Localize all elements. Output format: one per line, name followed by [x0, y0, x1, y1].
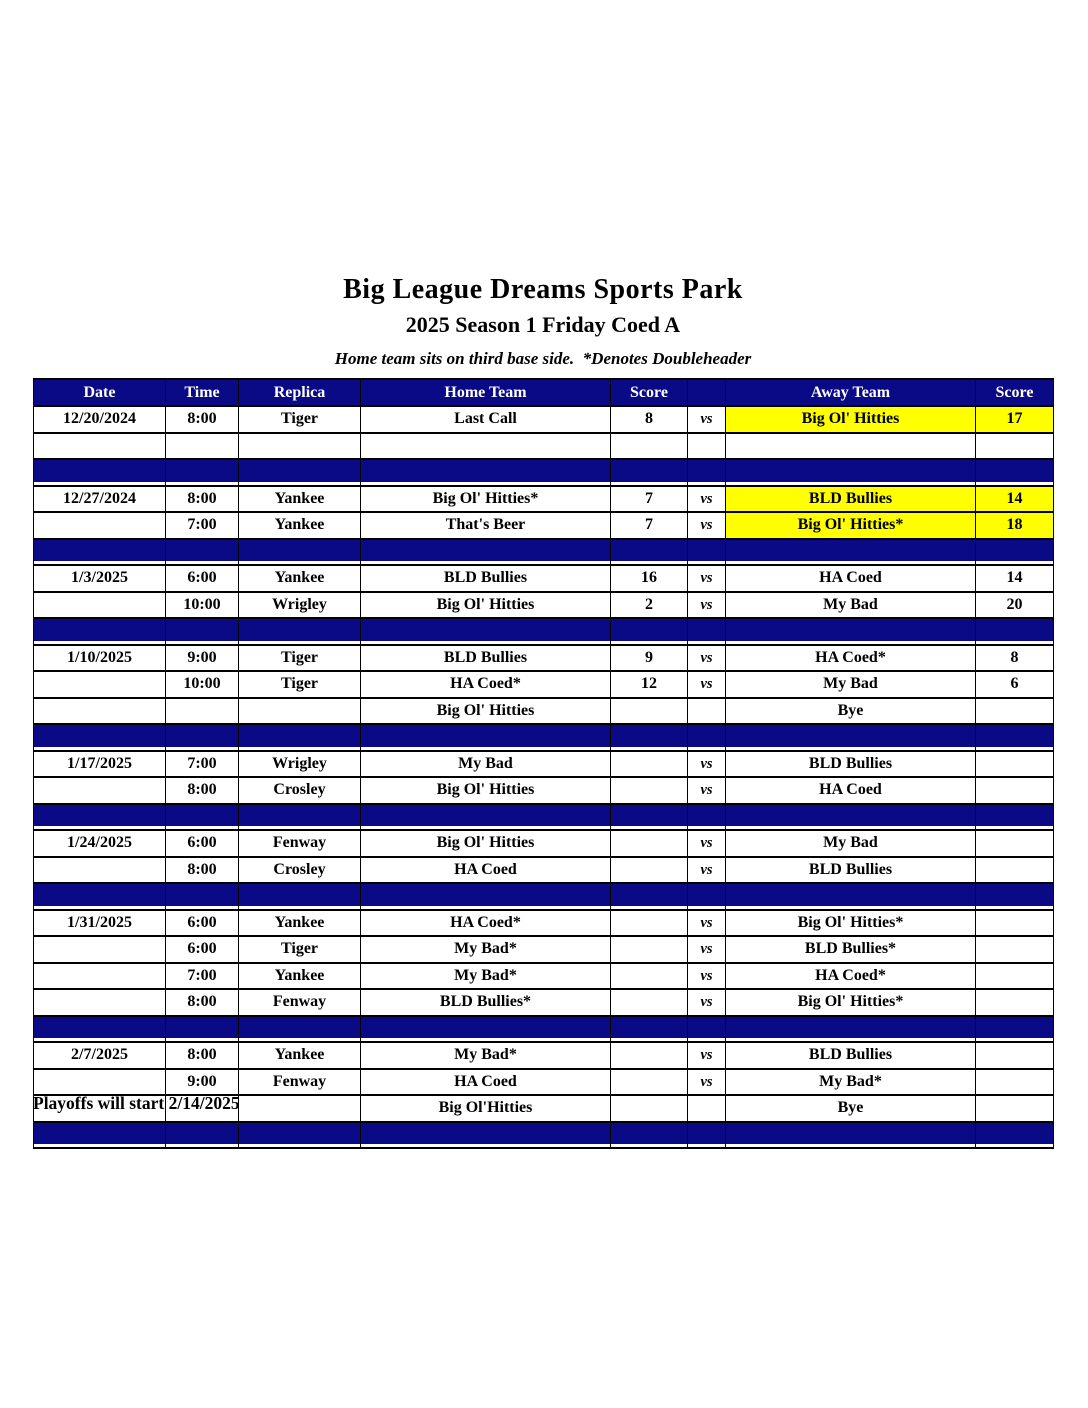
away-score-cell — [976, 698, 1054, 725]
vs-cell: vs — [688, 486, 726, 513]
vs-cell: vs — [688, 512, 726, 539]
replica-cell: Wrigley — [239, 751, 361, 778]
away-score-cell — [976, 857, 1054, 884]
separator-row — [34, 804, 1054, 831]
date-cell — [34, 671, 166, 698]
home-team-cell: BLD Bullies — [361, 565, 611, 592]
separator-cell — [726, 539, 976, 566]
game-row — [34, 751, 1054, 778]
separator-row — [34, 1016, 1054, 1043]
vs-cell: vs — [688, 989, 726, 1016]
vs-cell: vs — [688, 645, 726, 672]
game-row — [34, 671, 1054, 698]
separator-cell — [34, 459, 166, 486]
home-score-cell: 16 — [611, 565, 688, 592]
home-team-cell: My Bad* — [361, 963, 611, 990]
away-score-cell: 18 — [976, 512, 1054, 539]
separator-cell — [611, 1016, 688, 1043]
vs-cell: vs — [688, 963, 726, 990]
separator-cell — [239, 804, 361, 831]
date-cell: 1/10/2025 — [34, 645, 166, 672]
separator-cell — [239, 618, 361, 645]
separator-cell — [239, 1016, 361, 1043]
away-score-cell — [976, 936, 1054, 963]
away-score-cell: 14 — [976, 486, 1054, 513]
replica-cell: Crosley — [239, 857, 361, 884]
away-team-cell: BLD Bullies* — [726, 936, 976, 963]
date-cell: 1/31/2025 — [34, 910, 166, 937]
away-team-cell: Bye — [726, 698, 976, 725]
home-team-cell: My Bad* — [361, 1042, 611, 1069]
replica-cell: Yankee — [239, 486, 361, 513]
game-row — [34, 830, 1054, 857]
page-subtitle: 2025 Season 1 Friday Coed A — [405, 312, 681, 337]
separator-cell — [34, 618, 166, 645]
vs-cell — [688, 433, 726, 460]
separator-cell — [688, 459, 726, 486]
home-team-cell: Last Call — [361, 406, 611, 433]
separator-cell — [976, 1122, 1054, 1149]
away-score-cell — [976, 1069, 1054, 1096]
time-cell — [166, 698, 239, 725]
home-score-cell: 7 — [611, 486, 688, 513]
replica-cell — [239, 433, 361, 460]
date-cell — [34, 592, 166, 619]
separator-cell — [239, 459, 361, 486]
replica-cell: Crosley — [239, 777, 361, 804]
separator-cell — [726, 1016, 976, 1043]
time-cell: 6:00 — [166, 910, 239, 937]
date-cell — [34, 512, 166, 539]
home-team-cell: HA Coed* — [361, 910, 611, 937]
home-team-cell: That's Beer — [361, 512, 611, 539]
col-header-score-4: Score — [611, 379, 688, 406]
time-cell: 6:00 — [166, 565, 239, 592]
vs-cell: vs — [688, 1042, 726, 1069]
time-cell: 8:00 — [166, 1042, 239, 1069]
game-row — [34, 512, 1054, 539]
col-header-home-team-3: Home Team — [361, 379, 611, 406]
separator-cell — [726, 724, 976, 751]
away-score-cell: 20 — [976, 592, 1054, 619]
away-team-cell: Bye — [726, 1095, 976, 1122]
home-team-cell: My Bad* — [361, 936, 611, 963]
separator-cell — [688, 1122, 726, 1149]
separator-cell — [239, 1122, 361, 1149]
time-cell: 9:00 — [166, 1069, 239, 1096]
replica-cell — [239, 1095, 361, 1122]
separator-cell — [166, 459, 239, 486]
home-score-cell — [611, 1042, 688, 1069]
separator-cell — [976, 539, 1054, 566]
vs-cell: vs — [688, 857, 726, 884]
replica-cell: Fenway — [239, 989, 361, 1016]
date-cell — [34, 936, 166, 963]
home-score-cell — [611, 963, 688, 990]
separator-cell — [976, 724, 1054, 751]
home-team-cell: Big Ol'Hitties — [361, 1095, 611, 1122]
home-team-cell: HA Coed* — [361, 671, 611, 698]
separator-cell — [611, 539, 688, 566]
separator-row — [34, 724, 1054, 751]
vs-cell: vs — [688, 565, 726, 592]
game-row — [34, 565, 1054, 592]
separator-cell — [726, 459, 976, 486]
vs-cell: vs — [688, 936, 726, 963]
away-score-cell — [976, 989, 1054, 1016]
date-cell: 12/20/2024 — [34, 406, 166, 433]
away-team-cell: Big Ol' Hitties* — [726, 512, 976, 539]
separator-cell — [361, 539, 611, 566]
home-score-cell: 2 — [611, 592, 688, 619]
vs-cell: vs — [688, 751, 726, 778]
date-cell: 1/3/2025 — [34, 565, 166, 592]
separator-cell — [688, 618, 726, 645]
home-team-cell: HA Coed — [361, 1069, 611, 1096]
separator-cell — [726, 1122, 976, 1149]
away-team-cell: BLD Bullies — [726, 751, 976, 778]
date-cell: 12/27/2024 — [34, 486, 166, 513]
game-row — [34, 777, 1054, 804]
home-score-cell — [611, 698, 688, 725]
time-cell: 8:00 — [166, 486, 239, 513]
vs-cell: vs — [688, 830, 726, 857]
replica-cell: Yankee — [239, 910, 361, 937]
separator-cell — [726, 883, 976, 910]
time-cell: 8:00 — [166, 777, 239, 804]
away-score-cell — [976, 1095, 1054, 1122]
separator-cell — [361, 724, 611, 751]
away-score-cell: 6 — [976, 671, 1054, 698]
away-score-cell — [976, 830, 1054, 857]
separator-cell — [726, 804, 976, 831]
separator-cell — [688, 724, 726, 751]
col-header-vs — [688, 379, 726, 406]
separator-cell — [611, 618, 688, 645]
vs-cell: vs — [688, 777, 726, 804]
game-row — [34, 857, 1054, 884]
time-cell: 6:00 — [166, 936, 239, 963]
col-header-replica-2: Replica — [239, 379, 361, 406]
separator-cell — [361, 618, 611, 645]
separator-row — [34, 459, 1054, 486]
separator-cell — [34, 539, 166, 566]
game-row — [34, 433, 1054, 460]
home-team-cell: BLD Bullies* — [361, 989, 611, 1016]
home-score-cell — [611, 751, 688, 778]
separator-cell — [239, 724, 361, 751]
separator-cell — [166, 539, 239, 566]
home-team-cell: Big Ol' Hitties — [361, 777, 611, 804]
away-team-cell: BLD Bullies — [726, 857, 976, 884]
vs-cell: vs — [688, 592, 726, 619]
separator-cell — [976, 804, 1054, 831]
replica-cell: Yankee — [239, 512, 361, 539]
time-cell: 8:00 — [166, 857, 239, 884]
home-score-cell — [611, 1069, 688, 1096]
separator-row — [34, 618, 1054, 645]
away-score-cell — [976, 910, 1054, 937]
game-row — [34, 989, 1054, 1016]
time-cell: 9:00 — [166, 645, 239, 672]
away-team-cell: My Bad — [726, 671, 976, 698]
vs-cell — [688, 698, 726, 725]
game-row — [34, 936, 1054, 963]
separator-cell — [688, 1016, 726, 1043]
home-score-cell: 12 — [611, 671, 688, 698]
away-team-cell: BLD Bullies — [726, 1042, 976, 1069]
col-header-time-1: Time — [166, 379, 239, 406]
replica-cell — [239, 698, 361, 725]
date-cell — [34, 857, 166, 884]
separator-cell — [611, 883, 688, 910]
separator-cell — [611, 459, 688, 486]
vs-cell: vs — [688, 406, 726, 433]
date-cell — [34, 698, 166, 725]
separator-row — [34, 883, 1054, 910]
date-cell: 2/7/2025 — [34, 1042, 166, 1069]
col-header-away-team-6: Away Team — [726, 379, 976, 406]
vs-cell: vs — [688, 671, 726, 698]
separator-cell — [239, 539, 361, 566]
game-row — [34, 698, 1054, 725]
separator-cell — [976, 883, 1054, 910]
col-header-date-0: Date — [34, 379, 166, 406]
away-team-cell: My Bad — [726, 592, 976, 619]
away-score-cell — [976, 433, 1054, 460]
separator-cell — [34, 1016, 166, 1043]
home-team-cell: BLD Bullies — [361, 645, 611, 672]
home-score-cell — [611, 936, 688, 963]
home-team-cell: My Bad — [361, 751, 611, 778]
date-cell: 1/24/2025 — [34, 830, 166, 857]
time-cell: 6:00 — [166, 830, 239, 857]
separator-cell — [166, 883, 239, 910]
replica-cell: Fenway — [239, 830, 361, 857]
away-team-cell: HA Coed* — [726, 963, 976, 990]
home-score-cell — [611, 777, 688, 804]
game-row — [34, 910, 1054, 937]
separator-cell — [166, 1016, 239, 1043]
separator-cell — [166, 804, 239, 831]
playoffs-note: Playoffs will start 2/14/2025 — [33, 1093, 240, 1113]
away-team-cell: HA Coed* — [726, 645, 976, 672]
home-team-cell: HA Coed — [361, 857, 611, 884]
separator-cell — [688, 539, 726, 566]
away-team-cell: HA Coed — [726, 777, 976, 804]
date-cell — [34, 1069, 166, 1096]
time-cell: 10:00 — [166, 592, 239, 619]
away-score-cell: 8 — [976, 645, 1054, 672]
separator-cell — [976, 459, 1054, 486]
separator-cell — [361, 459, 611, 486]
separator-cell — [611, 804, 688, 831]
replica-cell: Yankee — [239, 565, 361, 592]
away-score-cell — [976, 1042, 1054, 1069]
home-team-cell — [361, 433, 611, 460]
separator-cell — [688, 883, 726, 910]
date-cell: 1/17/2025 — [34, 751, 166, 778]
separator-cell — [34, 724, 166, 751]
separator-row — [34, 539, 1054, 566]
time-cell: 7:00 — [166, 963, 239, 990]
time-cell: 8:00 — [166, 989, 239, 1016]
separator-cell — [976, 618, 1054, 645]
replica-cell: Tiger — [239, 645, 361, 672]
away-team-cell: HA Coed — [726, 565, 976, 592]
home-team-note: Home team sits on third base side. *Denotes Doubleheader — [334, 349, 752, 368]
away-score-cell — [976, 751, 1054, 778]
game-row — [34, 1042, 1054, 1069]
separator-row — [34, 1122, 1054, 1149]
separator-cell — [688, 804, 726, 831]
time-cell: 8:00 — [166, 406, 239, 433]
home-score-cell: 7 — [611, 512, 688, 539]
vs-cell — [688, 1095, 726, 1122]
time-cell: 7:00 — [166, 751, 239, 778]
replica-cell: Yankee — [239, 963, 361, 990]
separator-cell — [34, 1122, 166, 1149]
separator-cell — [166, 1122, 239, 1149]
vs-cell: vs — [688, 910, 726, 937]
home-score-cell — [611, 830, 688, 857]
away-team-cell: My Bad — [726, 830, 976, 857]
home-team-cell: Big Ol' Hitties — [361, 830, 611, 857]
home-score-cell — [611, 433, 688, 460]
away-team-cell: Big Ol' Hitties* — [726, 989, 976, 1016]
separator-cell — [34, 883, 166, 910]
game-row — [34, 486, 1054, 513]
away-team-cell: Big Ol' Hitties* — [726, 910, 976, 937]
game-row — [34, 645, 1054, 672]
away-score-cell: 14 — [976, 565, 1054, 592]
separator-cell — [361, 883, 611, 910]
replica-cell: Yankee — [239, 1042, 361, 1069]
away-team-cell: BLD Bullies — [726, 486, 976, 513]
home-score-cell — [611, 910, 688, 937]
home-score-cell — [611, 1095, 688, 1122]
game-row — [34, 406, 1054, 433]
time-cell — [166, 433, 239, 460]
time-cell: 7:00 — [166, 512, 239, 539]
away-score-cell — [976, 963, 1054, 990]
vs-cell: vs — [688, 1069, 726, 1096]
date-cell — [34, 989, 166, 1016]
away-team-cell: My Bad* — [726, 1069, 976, 1096]
date-cell — [34, 433, 166, 460]
replica-cell: Fenway — [239, 1069, 361, 1096]
separator-cell — [166, 618, 239, 645]
date-cell — [34, 963, 166, 990]
separator-cell — [611, 1122, 688, 1149]
game-row — [34, 1069, 1054, 1096]
page-title: Big League Dreams Sports Park — [343, 274, 743, 305]
home-score-cell: 9 — [611, 645, 688, 672]
separator-cell — [239, 883, 361, 910]
home-team-cell: Big Ol' Hitties* — [361, 486, 611, 513]
replica-cell: Tiger — [239, 671, 361, 698]
replica-cell: Wrigley — [239, 592, 361, 619]
separator-cell — [361, 1016, 611, 1043]
separator-cell — [166, 724, 239, 751]
home-score-cell: 8 — [611, 406, 688, 433]
col-header-score-7: Score — [976, 379, 1054, 406]
home-score-cell — [611, 857, 688, 884]
game-row — [34, 963, 1054, 990]
separator-cell — [611, 724, 688, 751]
table-header-row — [34, 379, 1054, 406]
separator-cell — [976, 1016, 1054, 1043]
separator-cell — [34, 804, 166, 831]
home-team-cell: Big Ol' Hitties — [361, 592, 611, 619]
replica-cell: Tiger — [239, 406, 361, 433]
away-team-cell: Big Ol' Hitties — [726, 406, 976, 433]
home-score-cell — [611, 989, 688, 1016]
separator-cell — [361, 1122, 611, 1149]
replica-cell: Tiger — [239, 936, 361, 963]
schedule-table — [33, 378, 1054, 1149]
home-team-cell: Big Ol' Hitties — [361, 698, 611, 725]
separator-cell — [726, 618, 976, 645]
game-row — [34, 592, 1054, 619]
away-score-cell — [976, 777, 1054, 804]
separator-cell — [361, 804, 611, 831]
away-score-cell: 17 — [976, 406, 1054, 433]
away-team-cell — [726, 433, 976, 460]
time-cell: 10:00 — [166, 671, 239, 698]
date-cell — [34, 777, 166, 804]
